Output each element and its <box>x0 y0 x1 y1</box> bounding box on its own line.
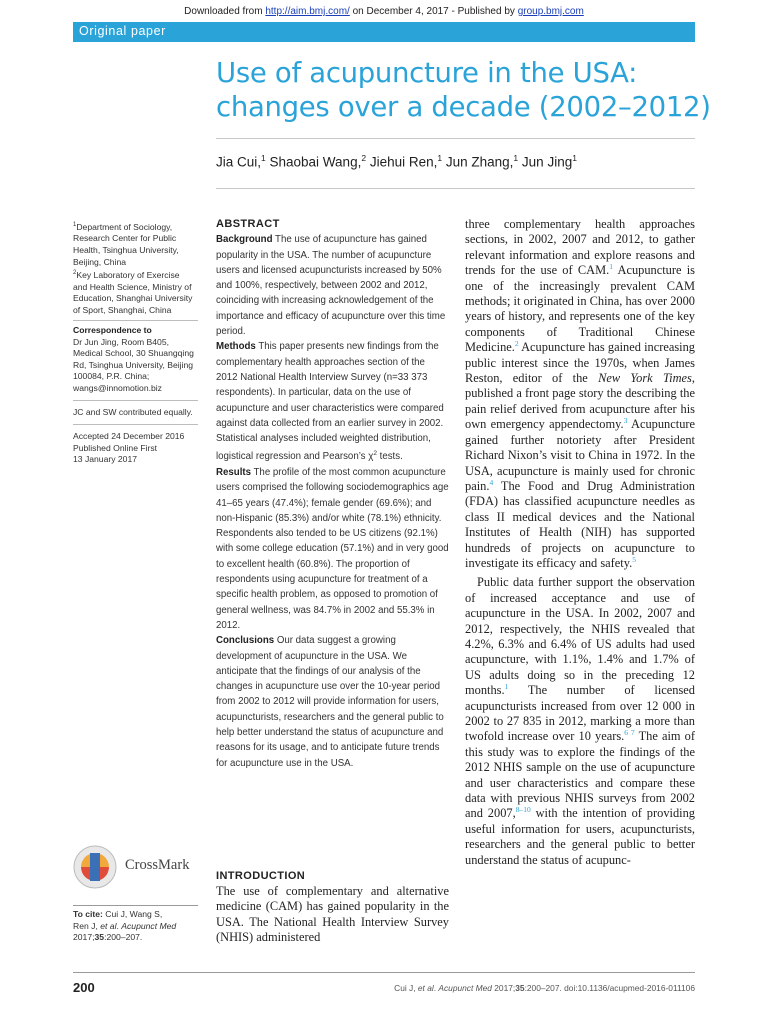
sidebar-divider <box>73 320 198 321</box>
page-number: 200 <box>73 980 95 995</box>
aim-bmj-link[interactable]: http://aim.bmj.com/ <box>265 6 350 17</box>
citation-link[interactable]: 3 <box>623 416 628 426</box>
section-label: Original paper <box>79 24 166 38</box>
abstract-methods: Methods This paper presents new findings from the complementary health approaches section of the 2012 National Health Interview Survey (n=33 373 respondents). In particular, data on the use of acupuncture and user characteristics were compared against data collected from an earlier survey in 2002. Statistical analyses included weighted distribution, logistical regression and Pearson’s $\chi^2$ tests. <box>216 341 444 463</box>
abstract <box>216 217 449 771</box>
footer-divider <box>73 972 695 973</box>
sidebar-divider <box>73 424 198 425</box>
affiliations: $^1$Department of Sociology, Research Center for Public Health, Tsinghua University, Beijing, China $^2$Key Laboratory of Exercise and Health Science, Ministry of Education, Shanghai University of Sport, Shanghai, China <box>73 221 193 315</box>
crossmark-icon <box>73 845 117 889</box>
title-divider <box>216 138 695 139</box>
author-list: Jia Cui,$^1$ Shaobai Wang,$^2$ Jiehui Ren,$^1$ Jun Zhang,$^1$ Jun Jing$^1$ <box>216 153 577 170</box>
abstract-background: Background The use of acupuncture has gained popularity in the USA. The number of acupuncture users and licensed acupuncturists increased by 50% and 100%, respectively, between 2002 and 2012, coinciding with increasing acknowledgement of the importance and efficacy of acupuncture over this time period. <box>216 234 446 338</box>
abstract-heading: ABSTRACT <box>216 218 280 230</box>
abstract-results: Results The profile of the most common acupuncture users comprised the following sociodemographics age 41–65 years (47.4%); female gender (69.6%); and non-Hispanic (85.3%) and/or white (78.1%) ethnicity. Respondents also tended to be US citizens (92.1%) with some college education (57.1%) and in very good to excellent health (60.8%). The proportion of respondents using acupuncture for treatment of a specific health problem, as opposed to promotion of general wellness, was 84.7% in 2002 and 55.3% in 2012. <box>216 466 449 631</box>
citation-link[interactable]: 6 7 <box>624 728 635 738</box>
correspondence-email[interactable]: wangs@innomotion.biz <box>73 382 162 393</box>
correspondence-block: Correspondence to Dr Jun Jing, Room B405, Medical School, 30 Shuangqing Rd, Tsinghua University, Beijing 100084, P.R. China; wangs@innomotion.biz <box>73 325 198 395</box>
introduction-heading: INTRODUCTION <box>216 870 306 882</box>
abstract-conclusions: Conclusions Our data suggest a growing development of acupuncture in the USA. We anticipate that the findings of our analysis of the changes in acupuncture use over the 10-year period from 2002 to 2012 will provide information for users, acupuncturists, researchers and the general public to help better understand the status of acupuncture and reasons for its usage, and to anticipate future trends for acupuncture use in the USA. <box>216 635 444 769</box>
crossmark-badge[interactable] <box>73 845 198 889</box>
introduction <box>216 869 449 946</box>
citation-link[interactable]: 5 <box>632 554 636 564</box>
authors-divider <box>216 188 695 189</box>
group-bmj-link[interactable]: group.bmj.com <box>517 6 584 17</box>
correspondence-heading: Correspondence to <box>73 325 152 335</box>
citation-link[interactable]: 4 <box>489 477 494 487</box>
citation-link[interactable]: 1 <box>609 262 613 272</box>
citation-link[interactable]: 1 <box>504 682 509 692</box>
article-dates: Accepted 24 December 2016 Published Online First 13 January 2017 <box>73 431 185 465</box>
crossmark-label: CrossMark <box>125 857 190 873</box>
footer-citation: Cui J, et al. Acupunct Med 2017;35:200–207. doi:10.1136/acupmed-2016-011106 <box>394 983 695 993</box>
citation-link[interactable]: 2 <box>514 339 519 349</box>
body-column-right <box>465 217 695 868</box>
cite-box: To cite: Cui J, Wang S, Ren J, et al. Acupunct Med 2017;35:200–207. <box>73 905 198 944</box>
introduction-text: The use of complementary and alternative medicine (CAM) has gained popularity in the USA. The National Health Interview Survey (NHIS) administered <box>216 884 449 945</box>
sidebar-divider <box>73 400 198 401</box>
article-title: Use of acupuncture in the USA: changes over a decade (2002–2012) <box>216 57 711 123</box>
download-notice: Downloaded from http://aim.bmj.com/ on December 4, 2017 - Published by group.bmj.com <box>184 6 584 17</box>
section-banner <box>73 22 695 42</box>
citation-link[interactable]: 8–10 <box>515 805 531 815</box>
contribution-note: JC and SW contributed equally. <box>73 407 193 417</box>
body-paragraph: three complementary health approaches sections, in 2002, 2007 and 2012, to gather relevant information and explore reasons and trends for the use of CAM.$^1$ Acupuncture is one of the increasingly prevalent CAM methods; it originated in China, has over 2000 years of history, and represents one of the key components of Traditional Chinese Medicine.$^2$ Acupuncture has gained increasing public interest since the 1970s, when James Reston, editor of the New York Times, published a front page story the describing the pain relief derived from acupuncture after his own emergency appendectomy.$^3$ Acupuncture gained further notoriety after President Richard Nixon’s visit to China in 1972. In the USA, acupuncture is mainly used for chronic pain.$^4$ The Food and Drug Administration (FDA) has classified acupuncture needles as class II medical devices and the National Institutes of Health (NIH) has supported hundreds of projects on acupuncture to investigate its efficacy and safety.$^5$ <box>465 217 696 570</box>
body-paragraph: Public data further support the observation of increased acceptance and use of acupuncture in the USA. In 2002, 2007 and 2012, respectively, the NHIS revealed that 4.2%, 6.3% and 6.4% of US adults had used acupuncture, with 1.1%, 1.4% and 1.7% of US adults doing so in the preceding 12 months.$^1$ The number of licensed acupuncturists increased from over 12 000 in 2002 to 27 835 in 2012, marking a more than twofold increase over 10 years.$^{6 7}$ The aim of this study was to explore the findings of the 2012 NHIS sample on the use of acupuncture and user characteristics and compare these data with previous NHIS surveys from 2002 and 2007,$^{8-10}$ with the intention of providing useful information for users, acupuncturists, researchers and the general public to better understand the status of acupunc- <box>465 575 696 867</box>
